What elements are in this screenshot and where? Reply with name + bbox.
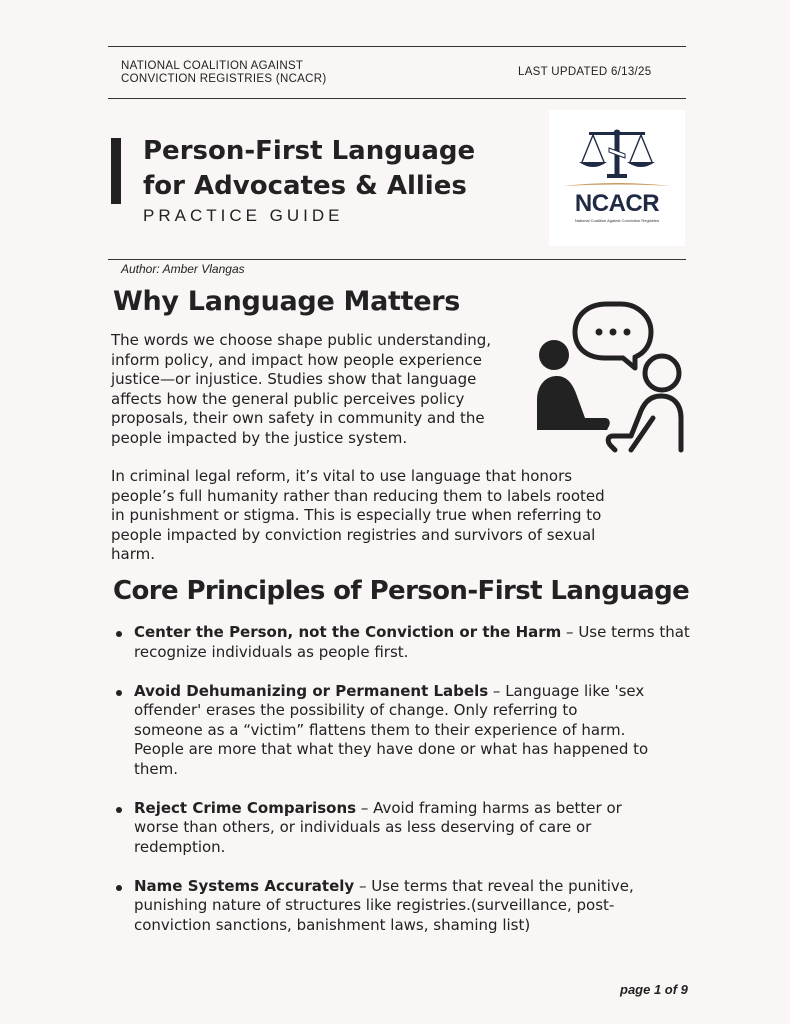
principle-text-line: someone as a “victim” flattens them to their experience of harm.: [134, 720, 626, 739]
organization-name-line1: NATIONAL COALITION AGAINST: [121, 60, 304, 72]
section-heading-core-principles: Core Principles of Person-First Language: [113, 576, 690, 606]
bullet-dot: [116, 631, 122, 637]
header-top-rule: [108, 46, 686, 47]
document-subtitle: PRACTICE GUIDE: [143, 206, 344, 225]
principle-text: – Language like 'sex: [488, 681, 645, 700]
logo-tagline: National Coalition Against Conviction Registries: [574, 218, 660, 223]
organization-name: [121, 60, 327, 86]
intro-paragraph-line: people impacted by the justice system.: [111, 428, 408, 447]
reform-paragraph-line: people impacted by conviction registries and survivors of sexual: [111, 525, 596, 544]
bullet-dot: [116, 885, 122, 891]
conversation-people-icon: [535, 300, 687, 456]
reform-paragraph-line: In criminal legal reform, it’s vital to use language that honors: [111, 467, 573, 485]
reform-paragraph-line: harm.: [111, 545, 155, 563]
principle-text: – Use terms that: [561, 623, 690, 641]
principle-item: [112, 623, 692, 662]
bullet-dot: [116, 807, 122, 813]
logo-wordmark: NCACR: [574, 190, 660, 217]
principle-text-line: People are more that what they have done or what has happened to: [134, 740, 649, 758]
principle-text-line: redemption.: [134, 837, 226, 856]
principle-text: – Avoid framing harms as better or: [356, 798, 622, 817]
principle-first-line: [134, 623, 692, 643]
reform-paragraph-line: people’s full humanity rather than reducing them to labels rooted: [111, 486, 605, 505]
title-accent-bar: [111, 138, 121, 204]
intro-paragraph-line: proposals, their own safety in community and the: [111, 409, 485, 427]
scales-of-justice-icon: [549, 110, 685, 190]
principle-title: Avoid Dehumanizing or Permanent Labels: [134, 681, 489, 700]
document-title-line1: Person-First Language: [143, 136, 476, 166]
intro-paragraph-line: The words we choose shape public understanding,: [111, 331, 492, 349]
ncacr-logo: [549, 110, 685, 246]
principles-list: [112, 623, 692, 955]
principle-title: Center the Person, not the Conviction or the Harm: [134, 623, 562, 641]
last-updated: LAST UPDATED 6/13/25: [518, 66, 652, 78]
bullet-dot: [116, 690, 122, 696]
document-title-line2: for Advocates & Allies: [143, 171, 467, 201]
principle-first-line: [134, 799, 692, 819]
principle-text-line: conviction sanctions, banishment laws, shaming list): [134, 915, 531, 934]
reform-paragraph: [111, 467, 605, 565]
intro-paragraph-line: justice—or injustice. Studies show that language: [111, 370, 477, 388]
principle-text-line: them.: [134, 759, 178, 778]
principle-text-line: worse than others, or individuals as less deserving of care or: [134, 818, 592, 836]
intro-paragraph: [111, 331, 491, 448]
principle-first-line: [134, 682, 692, 702]
principle-title: Name Systems Accurately: [134, 876, 355, 895]
intro-paragraph-line: inform policy, and impact how people experience: [111, 350, 482, 369]
author-line: Author: Amber Vlangas: [121, 262, 245, 276]
document-title: [143, 134, 475, 204]
principle-item: [112, 682, 692, 780]
principle-item: [112, 799, 692, 858]
intro-paragraph-line: affects how the general public perceives policy: [111, 389, 465, 408]
principle-title: Reject Crime Comparisons: [134, 798, 357, 817]
principle-first-line: [134, 877, 692, 897]
organization-name-line2: CONVICTION REGISTRIES (NCACR): [121, 73, 327, 85]
header-bottom-rule: [108, 98, 686, 99]
principle-text-line: punishing nature of structures like registries.(surveillance, post-: [134, 896, 615, 914]
reform-paragraph-line: in punishment or stigma. This is especially true when referring to: [111, 506, 602, 524]
page-number: page 1 of 9: [620, 982, 688, 997]
principle-text: – Use terms that reveal the punitive,: [354, 876, 634, 895]
principle-item: [112, 877, 692, 936]
title-bottom-rule: [108, 259, 686, 260]
principle-text-line: offender' erases the possibility of change. Only referring to: [134, 701, 578, 719]
principle-text-line: recognize individuals as people first.: [134, 642, 409, 661]
section-heading-why-language-matters: Why Language Matters: [113, 286, 461, 317]
